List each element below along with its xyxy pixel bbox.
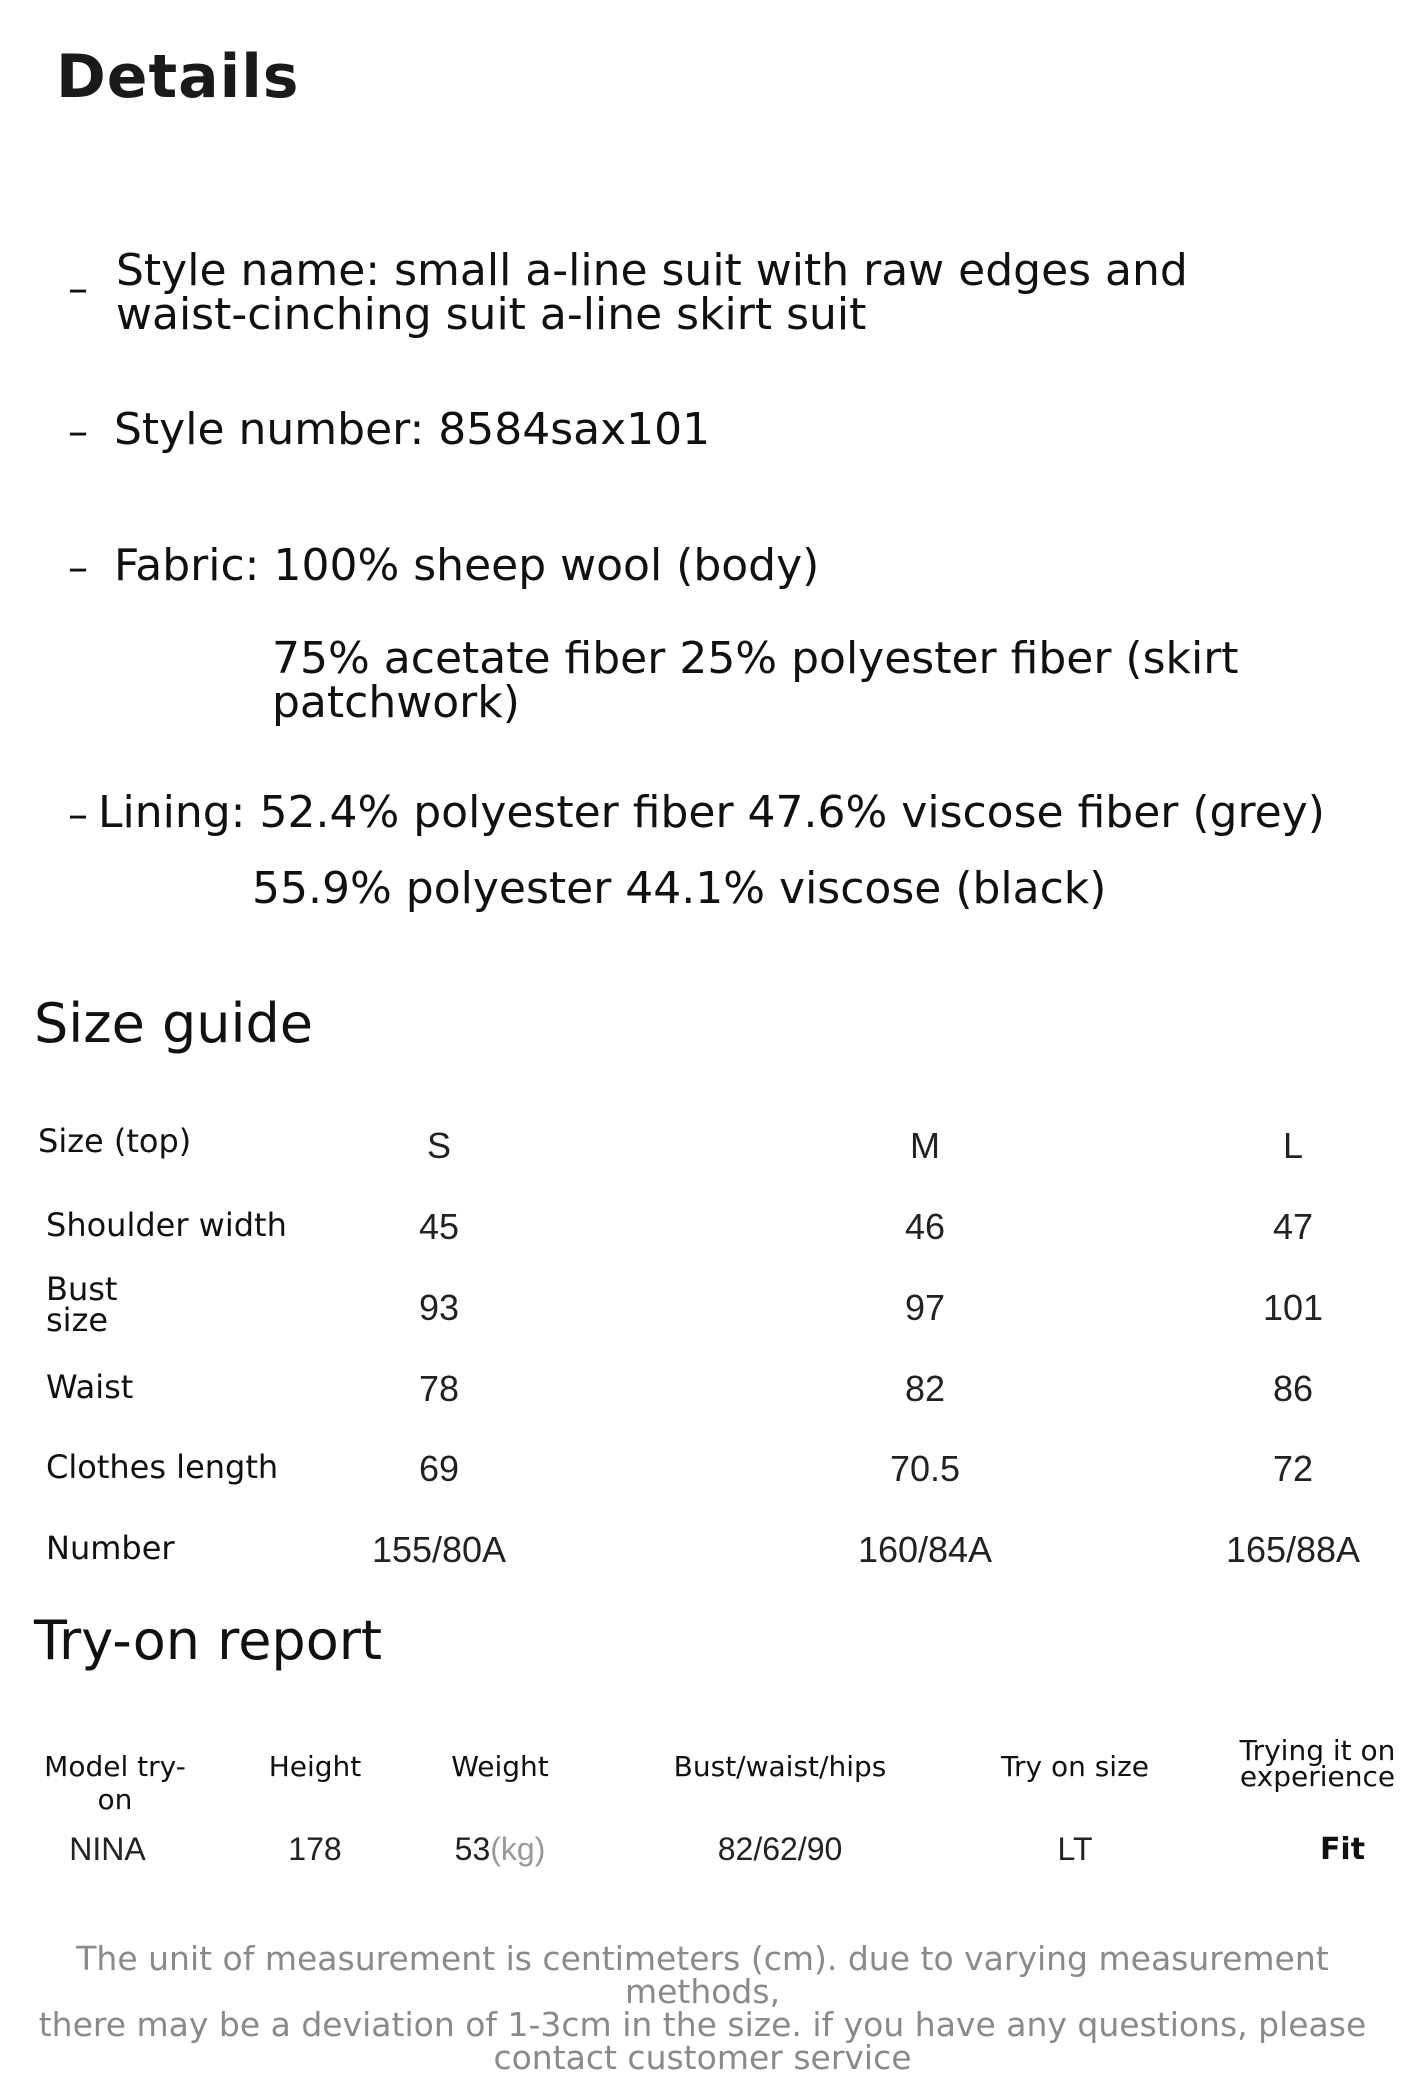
cell-value: 69 — [418, 1448, 460, 1489]
cell-value: 45 — [418, 1206, 460, 1247]
size-header-s: S — [426, 1125, 451, 1166]
row-label: Shoulder width — [46, 1206, 287, 1244]
fabric-line2a: 75% acetate fiber 25% polyester fiber (skirt — [272, 633, 1239, 684]
dash-bullet: – — [68, 792, 88, 838]
dash-bullet: – — [68, 545, 88, 591]
row-label: Clothes length — [46, 1448, 279, 1486]
column-header-height: Height — [268, 1750, 362, 1783]
size-header-l: L — [1282, 1125, 1304, 1166]
cell-value: 155/80A — [371, 1529, 507, 1570]
dash-bullet: – — [68, 409, 88, 455]
cell-value: 78 — [418, 1368, 460, 1409]
model-name: NINA — [69, 1831, 146, 1867]
column-header-bust-waist-hips: Bust/waist/hips — [673, 1750, 887, 1783]
size-header-m: M — [910, 1125, 940, 1166]
fabric-line2b: patchwork) — [272, 677, 520, 728]
lining-line2: 55.9% polyester 44.1% viscose (black) — [252, 863, 1107, 914]
style-name-line1: Style name: small a-line suit with raw edges and — [116, 245, 1188, 296]
row-label-line2: size — [46, 1301, 109, 1339]
details-heading: Details — [56, 42, 300, 112]
fit-result: Fit — [1319, 1832, 1366, 1867]
column-header-weight: Weight — [451, 1750, 549, 1783]
model-measurements: 82/62/90 — [717, 1831, 843, 1867]
cell-value: 70.5 — [889, 1448, 961, 1489]
cell-value: 86 — [1272, 1368, 1314, 1409]
measurement-note — [30, 1939, 1375, 2077]
row-label: Number — [46, 1529, 175, 1567]
cell-value: 93 — [418, 1287, 460, 1328]
cell-value: 72 — [1272, 1448, 1314, 1489]
note-line2: there may be a deviation of 1-3cm in the size. if you have any questions, please — [38, 2005, 1367, 2044]
size-header-label: Size (top) — [38, 1122, 192, 1160]
cell-value: 97 — [904, 1287, 946, 1328]
style-name-line2: waist-cinching suit a-line skirt suit — [116, 289, 867, 340]
model-weight — [410, 1831, 590, 1868]
fabric-line1: Fabric: 100% sheep wool (body) — [114, 540, 820, 591]
cell-value: 165/88A — [1225, 1529, 1361, 1570]
note-line1: The unit of measurement is centimeters (cm). due to varying measurement methods, — [76, 1939, 1329, 2011]
cell-value: 101 — [1262, 1287, 1324, 1328]
style-number-text: Style number: 8584sax101 — [114, 404, 711, 455]
row-label-line1: Bust — [46, 1270, 118, 1308]
note-line3: contact customer service — [493, 2038, 912, 2077]
try-on-heading: Try-on report — [34, 1609, 383, 1672]
cell-value: 47 — [1272, 1206, 1314, 1247]
lining-line1: Lining: 52.4% polyester fiber 47.6% viscose fiber (grey) — [98, 787, 1325, 838]
column-header-model: Model try-on — [44, 1750, 186, 1816]
weight-value: 53 — [454, 1831, 491, 1867]
row-label — [46, 1270, 118, 1339]
row-label: Waist — [46, 1368, 134, 1406]
experience-header-line2: experience — [1239, 1760, 1396, 1793]
column-header-try-on-size: Try on size — [1000, 1750, 1150, 1783]
cell-value: 82 — [904, 1368, 946, 1409]
column-header-experience — [1235, 1734, 1400, 1793]
model-height: 178 — [288, 1831, 342, 1867]
weight-unit: (kg) — [490, 1831, 546, 1867]
size-guide-heading: Size guide — [34, 992, 314, 1055]
model-size: LT — [1057, 1831, 1093, 1867]
cell-value: 160/84A — [857, 1529, 993, 1570]
cell-value: 46 — [904, 1206, 946, 1247]
dash-bullet: – — [68, 266, 88, 312]
experience-header-line1: Trying it on — [1239, 1734, 1396, 1767]
